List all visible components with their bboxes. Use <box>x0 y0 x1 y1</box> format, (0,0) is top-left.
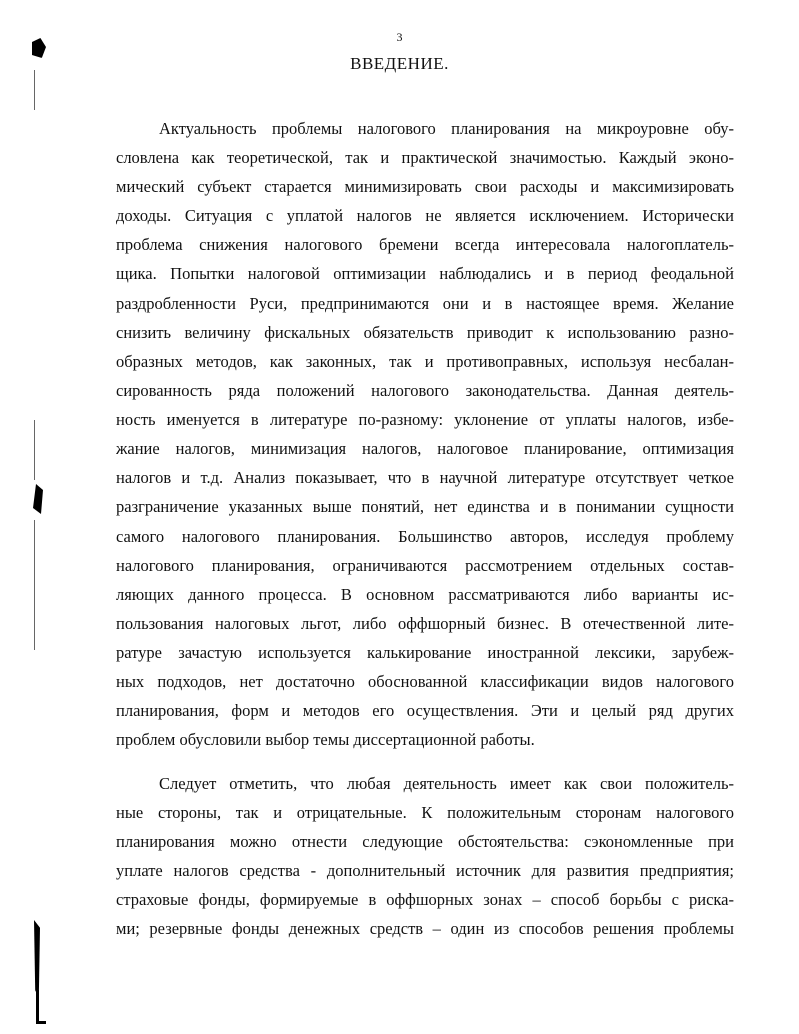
scan-artifact-corner <box>36 990 39 1024</box>
text-line: проблема снижения налогового бремени всегда интересовала налогоплатель- <box>116 235 734 254</box>
text-line: страховые фонды, формируемые в оффшорных зонах – способ борьбы с риска- <box>116 890 734 909</box>
text-line: словлена как теоретической, так и практической значимостью. Каждый эконо- <box>116 148 734 167</box>
scan-artifact-line <box>34 520 35 650</box>
text-line: самого налогового планирования. Большинство авторов, исследуя проблему <box>116 527 734 546</box>
page-number: 3 <box>396 30 403 44</box>
text-line: ных подходов, нет достаточно обоснованной классификации видов налогового <box>116 672 734 691</box>
text-line: мический субъект старается минимизировать свои расходы и максимизировать <box>116 177 734 196</box>
text-line: пользования налоговых льгот, либо оффшорный бизнес. В отечественной лите- <box>116 614 734 633</box>
text-line: доходы. Ситуация с уплатой налогов не является исключением. Исторически <box>116 206 734 225</box>
page-title: ВВЕДЕНИЕ. <box>350 54 449 73</box>
scan-artifact-corner <box>36 1021 46 1024</box>
text-line: проблем обусловили выбор темы диссертационной работы. <box>116 730 535 749</box>
text-line: разграничение указанных выше понятий, нет единства и в понимании сущности <box>116 497 734 516</box>
text-line: щика. Попытки налоговой оптимизации наблюдались и в период феодальной <box>116 264 734 283</box>
text-line: планирования можно отнести следующие обстоятельства: сэкономленные при <box>116 832 734 851</box>
text-line: ные стороны, так и отрицательные. К положительным сторонам налогового <box>116 803 734 822</box>
text-line: раздробленности Руси, предпринимаются они и в настоящее время. Желание <box>116 294 734 313</box>
text-line: Актуальность проблемы налогового планирования на микроуровне обу- <box>159 119 734 138</box>
text-line: ратуре зачастую используется калькирование иностранной лексики, зарубеж- <box>116 643 734 662</box>
scan-artifact-mid <box>33 484 43 514</box>
text-line: уплате налогов средства - дополнительный источник для развития предприятия; <box>116 861 734 880</box>
text-line: жание налогов, минимизация налогов, налоговое планирование, оптимизация <box>116 439 734 458</box>
text-line: снизить величину фискальных обязательств приводит к использованию разно- <box>116 323 734 342</box>
scan-artifact-low <box>34 920 40 998</box>
text-line: сированность ряда положений налогового законодательства. Данная деятель- <box>116 381 734 400</box>
text-line: налогов и т.д. Анализ показывает, что в научной литературе отсутствует четкое <box>116 468 734 487</box>
text-line: образных методов, как законных, так и противоправных, используя несбалан- <box>116 352 734 371</box>
scan-artifact-line <box>34 420 35 480</box>
scan-artifact-line <box>34 70 35 110</box>
text-line: Следует отметить, что любая деятельность имеет как свои положитель- <box>159 774 734 793</box>
text-line: ляющих данного процесса. В основном рассматриваются либо варианты ис- <box>116 585 734 604</box>
text-line: налогового планирования, ограничиваются рассмотрением отдельных состав- <box>116 556 734 575</box>
text-line: ми; резервные фонды денежных средств – один из способов решения проблемы <box>116 919 734 938</box>
text-line: планирования, форм и методов его осуществления. Эти и целый ряд других <box>116 701 734 720</box>
text-line: ность именуется в литературе по-разному: уклонение от уплаты налогов, избе- <box>116 410 734 429</box>
